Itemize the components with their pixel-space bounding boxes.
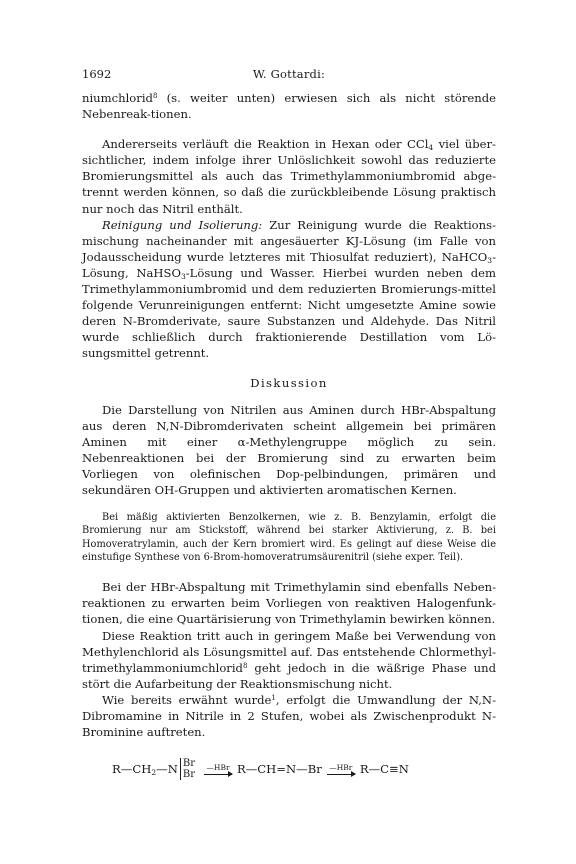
section-label-italic: Reinigung und Isolierung:: [102, 217, 263, 232]
reaction-arrow-2: —HBr: [327, 764, 355, 775]
section-heading: Diskussion: [250, 375, 328, 390]
reaction-equation: [82, 758, 496, 780]
equation-product: R—C≡N: [359, 762, 409, 777]
document-page: [82, 66, 496, 780]
paragraph-small-print: Bei mäßig aktivierten Benzolkernen, wie z. B. Benzylamin, erfolgt die Bromierung nur am Stickstoff, während bei starker Aktivierung, z. B. bei Homoveratrylamin, auch der Kern bromiert wird. Es gelingt auf diese Weise die einstufige Synthese von 6-Brom-homoveratrumsäurenitril (siehe exper. Teil).: [82, 512, 496, 563]
footnote-ref: 8: [152, 92, 158, 100]
reaction-arrow-1: —HBr: [204, 764, 232, 775]
paragraph-methylene-chloride: Diese Reaktion tritt auch in geringem Maße bei Verwendung von Methylenchlorid als Lösungsmittel auf. Das entstehende Chlormethyl-trimethylammoniumchlorid$^8$ geht jedoch in die wäßrige Phase und stört die Aufarbeitung der Reaktionsmischung nicht.: [82, 628, 496, 691]
footnote-ref: 8: [242, 661, 248, 670]
paragraph-discussion: Die Darstellung von Nitrilen aus Aminen durch HBr-Abspaltung aus deren N,N-Dibromderivaten scheint allgemein bei primären Aminen mit einer α-Methylengruppe möglich zu sein. Nebenreaktionen bei der Bromierung sind zu erwarten beim Vorliegen von olefinischen Dop-pelbindungen, primären und sekundären OH-Gruppen und aktivierten aromatischen Kernen.: [82, 402, 496, 497]
footnote-ref: 1: [271, 693, 276, 702]
page-number: 1692: [82, 67, 112, 81]
paragraph-purification: Reinigung und Isolierung: Zur Reinigung wurde die Reaktions-mischung nacheinander mit angesäuerter KJ-Lösung (im Falle von Jodausscheidung wurde letzteres mit Thiosulfat reduziert), NaHCO$_3$-Lösung, NaHSO$_3$-Lösung und Wasser. Hierbei wurden neben dem Trimethylammoniumbromid und dem reduzierten Bromierungs-mittel folgende Verunreinigungen entfernt: Nicht umgesetzte Amine sowie deren N-Bromderivate, saure Substanzen und Aldehyde. Das Nitril wurde schließlich durch fraktionierende Destillation vom Lö-sungsmittel getrennt.: [82, 217, 496, 361]
equation-reactant: $R—CH_2—N$: [112, 762, 178, 778]
equation-intermediate: R—CH=N—Br: [236, 762, 322, 777]
running-head: W. Gottardi:: [252, 67, 326, 81]
paragraph-continuation: niumchlorid$^8$ (s. weiter unten) erwiesen sich als nicht störende Nebenreak-tionen.: [82, 91, 496, 122]
page-header: [82, 66, 496, 82]
paragraph-hexane: Andererseits verläuft die Reaktion in Hexan oder CCl$_4$ viel über-sichtlicher, indem infolge ihrer Unlöslichkeit sowohl das reduzierte Bromierungsmittel als auch das Trimethylammoniumbromid abge-trennt werden können, so daß die zurückbleibende Lösung praktisch nur noch das Nitril enthält.: [82, 137, 496, 216]
paragraph-trimethylamine: Bei der HBr-Abspaltung mit Trimethylamin sind ebenfalls Neben-reaktionen zu erwarten beim Vorliegen von reaktiven Halogenfunk-tionen, die eine Quartärisierung von Trimethylamin bewirken können.: [82, 580, 496, 627]
paragraph-conversion: Wie bereits erwähnt wurde$^1$, erfolgt die Umwandlung der N,N-Dibromamine in Nitrile in 2 Stufen, wobei als Zwischenprodukt N-Brominine auftreten.: [82, 692, 496, 740]
equation-dibromo-group: Br Br: [180, 758, 195, 780]
